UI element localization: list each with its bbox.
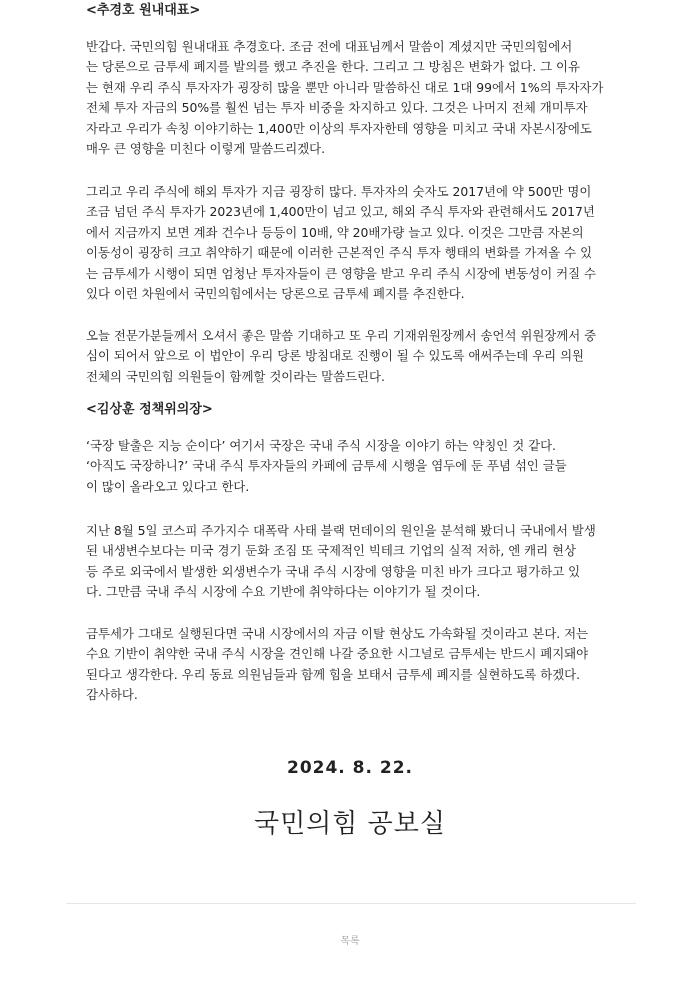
text-line: 전체의 국민의힘 의원들이 함께할 것이라는 말씀드린다. (86, 368, 385, 384)
text-line: 매우 큰 영향을 미친다 이렇게 말씀드리겠다. (86, 141, 326, 157)
text-line: 된다고 생각한다. 우리 동료 의원님들과 함께 힘을 보태서 금투세 폐지를 실현하도록 하겠다. (86, 666, 581, 682)
paragraph (86, 521, 596, 603)
text-line: 는 금투세가 시행이 되면 엄청난 투자자들이 큰 영향을 받고 우리 주식 시장에 변동성이 커질 수 (86, 265, 596, 281)
text-line: ‘국장 탈출은 지능 순이다’ 여기서 국장은 국내 주식 시장을 이야기 하는 약칭인 것 같다. (86, 438, 556, 453)
text-line: ‘아직도 국장하니?’ 국내 주식 투자자들의 카페에 금투세 시행을 염두에 둔 푸념 섞인 글들 (86, 458, 567, 474)
text-line: 조금 넘던 주식 투자가 2023년에 1,400만이 넘고 있고, 해외 주식 투자와 관련해서도 2017년 (86, 204, 595, 220)
text-line: 다. 그만큼 국내 주식 시장에 수요 기반에 취약하다는 이야기가 될 것이다. (86, 584, 481, 600)
issuing-organization: 국민의힘 공보실 (253, 809, 447, 839)
text-line: 에서 지금까지 보면 계좌 건수나 등등이 10배, 약 20배가량 늘고 있다. 이것은 그만큼 자본의 (86, 224, 584, 240)
text-line: 자라고 우리가 속칭 이야기하는 1,400만 이상의 투자자한테 영향을 미치고 국내 자본시장에도 (86, 120, 592, 136)
text-line: 된 내생변수보다는 미국 경기 둔화 조짐 또 국제적인 빅테크 기업의 실적 저하, 엔 캐리 현상 (86, 543, 576, 559)
text-line: 심이 되어서 앞으로 이 법안이 우리 당론 방침대로 진행이 될 수 있도록 애써주는데 우리 의원 (86, 348, 585, 364)
text-line: 수요 기반이 취약한 국내 주식 시장을 견인해 나갈 중요한 시그널로 금투세는 반드시 폐지돼야 (86, 646, 589, 662)
speaker-heading-choo: <추경호 원내대표> (86, 3, 201, 18)
text-line: 있다 이런 차원에서 국민의힘에서는 당론으로 금투세 폐지를 추진한다. (86, 286, 465, 302)
paragraph (86, 624, 588, 706)
list-link[interactable]: 목록 (340, 936, 360, 947)
text-line: 그리고 우리 주식에 해외 투자가 지금 굉장히 많다. 투자자의 숫자도 2017년에 약 500만 명이 (86, 184, 592, 199)
text-line: 오늘 전문가분들께서 오셔서 좋은 말씀 기대하고 또 우리 기재위원장께서 송언석 위원장께서 중 (86, 328, 597, 343)
text-line: 이동성이 굉장히 크고 취약하기 때문에 이러한 근본적인 주식 투자 행태의 변화를 가져올 수 있 (86, 245, 593, 261)
text-line: 이 많이 올라오고 있다고 한다. (86, 478, 250, 494)
text-line: 전체 투자 자금의 50%를 훨씬 넘는 투자 비중을 차지하고 있다. 그것은 나머지 전체 개미투자 (86, 100, 588, 116)
release-date: 2024. 8. 22. (286, 758, 413, 778)
paragraph (86, 436, 567, 497)
text-line: 는 현재 우리 주식 투자자가 굉장히 많을 뿐만 아니라 말씀하신 대로 1대 99에서 1%의 투자자가 (86, 79, 604, 95)
paragraph (86, 182, 596, 304)
text-line: 금투세가 그대로 실행된다면 국내 시장에서의 자금 이탈 현상도 가속화될 것이라고 본다. 저는 (86, 626, 589, 641)
paragraph (86, 326, 596, 387)
paragraph (86, 37, 603, 159)
text-line: 감사하다. (86, 687, 138, 703)
text-line: 지난 8월 5일 코스피 주가지수 대폭락 사태 블랙 먼데이의 원인을 분석해 봤더니 국내에서 발생 (86, 523, 596, 538)
text-line: 는 당론으로 금투세 폐지를 발의를 했고 추진을 한다. 그리고 그 방침은 변화가 없다. 그 이유 (86, 59, 580, 75)
divider (66, 903, 636, 904)
text-line: 등 주로 외국에서 발생한 외생변수가 국내 주식 시장에 영향을 미친 바가 크다고 평가하고 있 (86, 563, 581, 579)
speaker-heading-kim: <김상훈 정책위의장> (86, 402, 213, 417)
text-line: 반갑다. 국민의힘 원내대표 추경호다. 조금 전에 대표님께서 말씀이 계셨지만 국민의힘에서 (86, 39, 573, 54)
